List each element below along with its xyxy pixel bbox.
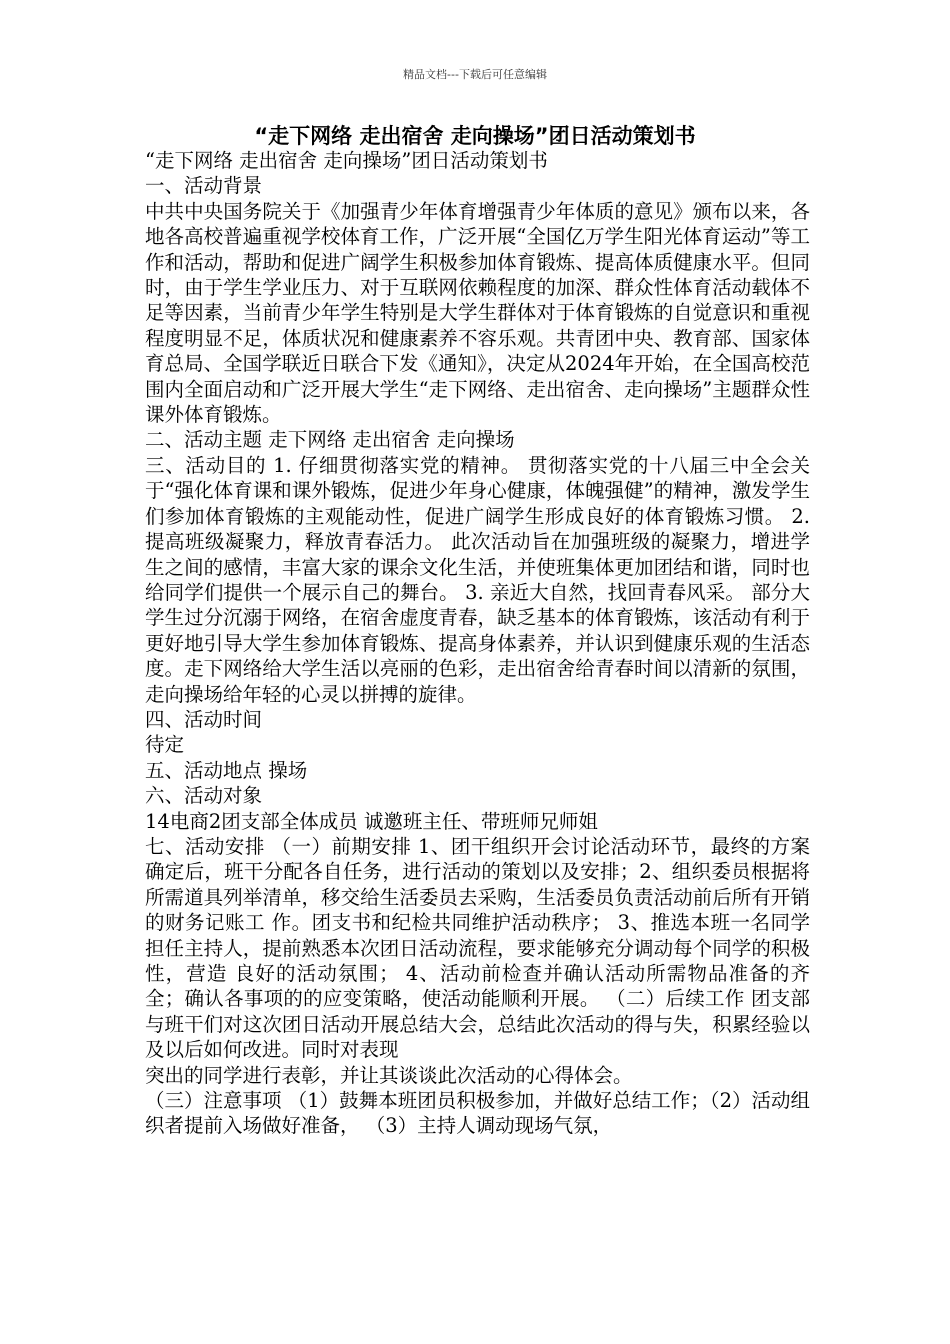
paragraph-commendation: 突出的同学进行表彰，并让其谈谈此次活动的心得体会。 bbox=[145, 1063, 633, 1087]
paragraph-audience: 14电商2团支部全体成员 诚邀班主任、带班师兄师姐 bbox=[145, 809, 598, 833]
section-heading-time: 四、活动时间 bbox=[145, 707, 263, 731]
paragraph-time: 待定 bbox=[145, 733, 185, 757]
subtitle-line: “走下网络 走出宿舍 走向操场”团日活动策划书 bbox=[145, 149, 548, 172]
section-heading-background: 一、活动背景 bbox=[145, 174, 263, 198]
paragraph-arrangement: 七、活动安排 （一）前期安排 1、团干组织开会讨论活动环节，最终的方案确定后，班干分配各自任务，进行活动的策划以及安排；2、组织委员根据将所需道具列举清单，移交给生活委员去采购，生活委员负责活动前后所有开销的财务记账工 作。团支书和纪检共同维护活动秩序； 3、推选本班一名同学担任主持人，提前熟悉本次团日活动流程，要求能够充分调动每个同学的积极性，营造 良好的活动氛围； 4、活动前检查并确认活动所需物品准备的齐全；确认各事项的的应变策略，使活动能顺利开展。 （二）后续工作 团支部与班干们对这次团日活动开展总结大会，总结此次活动的得与失，积累经验以及以后如何改进。同时对表现 bbox=[145, 834, 810, 1062]
paragraph-notes: （三）注意事项 （1）鼓舞本班团员积极参加，并做好总结工作；（2）活动组织者提前入场做好准备， （3）主持人调动现场气氛， bbox=[145, 1089, 810, 1138]
section-heading-theme: 二、活动主题 走下网络 走出宿舍 走向操场 bbox=[145, 428, 515, 452]
paragraph-purpose: 三、活动目的 1. 仔细贯彻落实党的精神。 贯彻落实党的十八届三中全会关于“强化体育课和课外锻炼，促进少年身心健康，体魄强健”的精神，激发学生们参加体育锻炼的主观能动性，促进广阔学生形成良好的体育锻炼习惯。 2. 提高班级凝聚力，释放青春活力。 此次活动旨在加强班级的凝聚力，增进学生之间的感情，丰富大家的课余文化生活，并使班集体更加团结和谐，同时也给同学们提供一个展示自己的舞台。 3. 亲近大自然，找回青春风采。 部分大学生过分沉溺于网络，在宿舍虚度青春，缺乏基本的体育锻炼，该活动有利于更好地引导大学生参加体育锻炼、提高身体素养，并认识到健康乐观的生活态度。走下网络给大学生活以亮丽的色彩，走出宿舍给青春时间以清新的氛围，走向操场给年轻的心灵以拼搏的旋律。 bbox=[145, 453, 810, 706]
section-heading-audience: 六、活动对象 bbox=[145, 784, 263, 808]
document-title: “走下网络 走出宿舍 走向操场”团日活动策划书 bbox=[254, 124, 696, 148]
document-body bbox=[145, 148, 810, 1139]
paragraph-background: 中共中央国务院关于《加强青少年体育增强青少年体质的意见》颁布以来，各地各高校普遍重视学校体育工作，广泛开展“全国亿万学生阳光体育运动”等工作和活动，帮助和促进广阔学生积极参加体育锻炼、提高体质健康水平。但同时，由于学生学业压力、对于互联网依赖程度的加深、群众性体育活动载体不足等因素，当前青少年学生特别是大学生群体对于体育锻炼的自觉意识和重视程度明显不足，体质状况和健康素养不容乐观。共青团中央、教育部、国家体育总局、全国学联近日联合下发《通知》，决定从2024年开始，在全国高校范围内全面启动和广泛开展大学生“走下网络、走出宿舍、走向操场”主题群众性课外体育锻炼。 bbox=[145, 199, 810, 427]
section-heading-location: 五、活动地点 操场 bbox=[145, 758, 308, 782]
page-header-note: 精品文档---下载后可任意编辑 bbox=[403, 68, 547, 81]
